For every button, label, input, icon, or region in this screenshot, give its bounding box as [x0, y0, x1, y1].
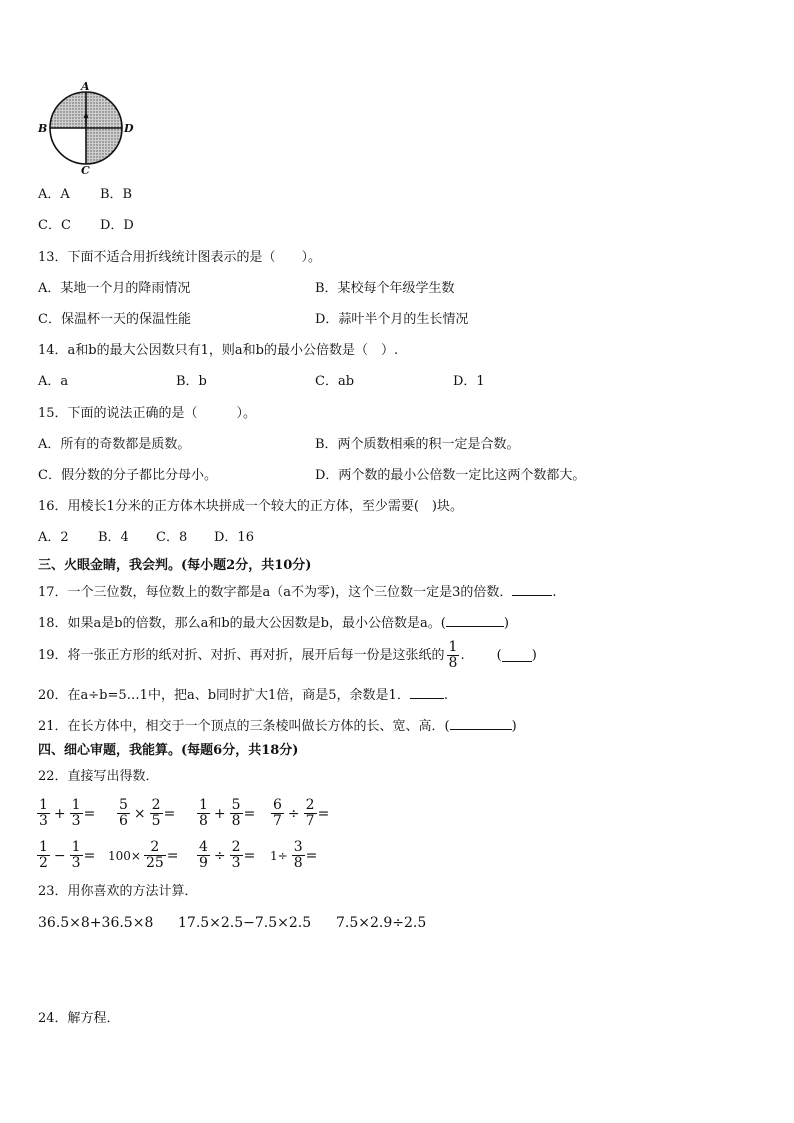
equals: =: [83, 847, 96, 864]
q21: [38, 717, 517, 736]
section3-title: 三、火眼金睛，我会判。(每小题2分，共10分): [38, 558, 312, 573]
fraction: $\frac{2}{3}$: [231, 839, 241, 871]
fraction: $\frac{1}{2}$: [39, 839, 48, 871]
label-c: C: [81, 164, 90, 177]
prefix: 100×: [108, 848, 141, 863]
section4-title: 四、细心审题，我能算。(每题6分，共18分): [38, 743, 299, 758]
fraction: $\frac{2}{25}$: [145, 839, 164, 871]
q23-calc-2: 17.5×2.5−7.5×2.5: [178, 915, 312, 931]
q19-answer-blank[interactable]: [502, 649, 532, 662]
equals: =: [243, 847, 256, 864]
prefix: 1÷: [270, 848, 288, 863]
q22-expr-2: [116, 798, 175, 829]
equals: =: [166, 847, 179, 864]
q22-expr-8: [270, 840, 317, 871]
q20: [38, 686, 448, 705]
q15-option-b: B．两个质数相乘的积一定是合数。: [315, 437, 520, 452]
q14-option-c: C．ab: [315, 374, 355, 389]
q16-option-b: B．4: [98, 530, 129, 545]
q15-option-d: D．两个数的最小公倍数一定比这两个数都大。: [315, 468, 586, 483]
q17-end: .: [552, 585, 557, 600]
q19-fraction: [447, 640, 460, 671]
equals: =: [243, 805, 256, 822]
q19-dot: .: [460, 647, 465, 663]
q23-calc-3: 7.5×2.9÷2.5: [336, 915, 427, 931]
q16-option-d: D．16: [214, 530, 254, 545]
q18-end: ): [503, 616, 509, 631]
fraction: $\frac{1}{3}$: [71, 839, 81, 871]
q13-option-a: A．某地一个月的降雨情况: [38, 281, 191, 296]
q22-expr-7: [196, 840, 255, 871]
q15-option-c: C．假分数的分子都比分母小。: [38, 468, 217, 483]
q12-option-c: C．C: [38, 218, 71, 233]
q23-calc-1: 36.5×8+36.5×8: [38, 915, 154, 931]
label-d: D: [124, 122, 134, 135]
q22-stem: 22．直接写出得数．: [38, 769, 159, 784]
operator: −: [53, 847, 66, 864]
q22-expr-6: [108, 840, 179, 871]
circle-figure: [36, 78, 136, 178]
label-a: A: [81, 80, 90, 93]
q21-end: ): [511, 719, 517, 734]
q13-option-d: D．蒜叶半个月的生长情况: [315, 312, 469, 327]
q23-stem: 23．用你喜欢的方法计算．: [38, 884, 198, 899]
q20-text: 20．在a÷b=5…1中，把a、b同时扩大1倍，商是5，余数是1．: [38, 688, 410, 703]
equals: =: [83, 805, 96, 822]
operator: ÷: [287, 805, 300, 822]
q13-option-c: C．保温杯一天的保温性能: [38, 312, 191, 327]
q12-option-d: D．D: [100, 218, 134, 233]
operator: ÷: [213, 847, 226, 864]
q20-answer-blank[interactable]: [410, 686, 444, 699]
q18-answer-blank[interactable]: [446, 614, 504, 627]
q17-answer-blank[interactable]: [512, 583, 552, 596]
q22-expr-3: [196, 798, 255, 829]
q17: [38, 583, 557, 602]
q14-stem: 14．a和b的最大公因数只有1，则a和b的最小公倍数是（ ）.: [38, 343, 399, 358]
q20-end: .: [443, 688, 448, 703]
operator: +: [53, 805, 66, 822]
fraction: $\frac{1}{3}$: [71, 797, 81, 829]
fraction: $\frac{1}{3}$: [39, 797, 48, 829]
fraction: $\frac{1}{8}$: [199, 797, 208, 829]
q16-stem: 16．用棱长1分米的正方体木块拼成一个较大的正方体，至少需要( )块。: [38, 499, 463, 514]
q22-expr-4: [270, 798, 329, 829]
equals: =: [163, 805, 176, 822]
q21-answer-blank[interactable]: [450, 717, 512, 730]
q22-expr-5: [36, 840, 95, 871]
q19-bracket-close: ): [531, 647, 537, 663]
q17-text: 17．一个三位数，每位数上的数字都是a（a不为零)，这个三位数一定是3的倍数．: [38, 585, 513, 600]
q15-option-a: A．所有的奇数都是质数。: [38, 437, 191, 452]
q19: [38, 640, 537, 671]
q14-option-d: D．1: [453, 374, 485, 389]
fraction: $\frac{5}{8}$: [231, 797, 241, 829]
fraction: $\frac{3}{8}$: [293, 839, 303, 871]
fraction: $\frac{5}{6}$: [119, 797, 128, 829]
fraction: $\frac{6}{7}$: [273, 797, 282, 829]
label-b: B: [38, 122, 48, 135]
operator: +: [213, 805, 226, 822]
q14-option-a: A．a: [38, 374, 69, 389]
fraction: $\frac{4}{9}$: [199, 839, 208, 871]
q19-bracket-open: (: [496, 647, 502, 663]
q16-option-a: A．2: [38, 530, 69, 545]
q14-option-b: B．b: [176, 374, 207, 389]
q13-option-b: B．某校每个年级学生数: [315, 281, 455, 296]
q16-option-c: C．8: [156, 530, 188, 545]
q21-text: 21．在长方体中，相交于一个顶点的三条棱叫做长方体的长、宽、高．(: [38, 719, 450, 734]
q24-stem: 24．解方程．: [38, 1011, 120, 1026]
q12-option-a: A．A: [38, 187, 70, 202]
q18: [38, 614, 509, 633]
q15-stem: 15．下面的说法正确的是（ ）。: [38, 406, 257, 421]
q12-option-b: B．B: [100, 187, 133, 202]
fraction: $\frac{2}{7}$: [305, 797, 315, 829]
equals: =: [305, 847, 318, 864]
q19-text: 19．将一张正方形的纸对折、对折、再对折，展开后每一份是这张纸的: [38, 647, 445, 663]
operator: ×: [133, 805, 146, 822]
fraction: $\frac{2}{5}$: [151, 797, 161, 829]
q13-stem: 13．下面不适合用折线统计图表示的是（ ）。: [38, 250, 322, 265]
q22-expr-1: [36, 798, 95, 829]
q18-text: 18．如果a是b的倍数，那么a和b的最大公因数是b，最小公倍数是a。(: [38, 616, 446, 631]
q19-frac-den: 8: [448, 655, 458, 671]
q19-frac-num: 1: [448, 639, 458, 655]
equals: =: [317, 805, 330, 822]
